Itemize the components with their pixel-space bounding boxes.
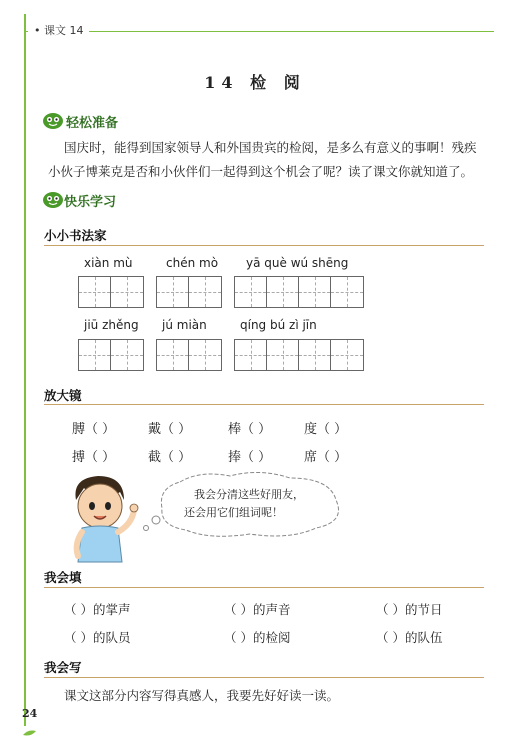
char-item: 棒（ ） [228, 422, 272, 437]
bubble-line1: 我会分清这些好朋友， [194, 488, 304, 501]
lesson-tab-label: • 课文 14 [28, 22, 89, 40]
writing-grid-row2-3[interactable] [234, 339, 364, 371]
char-item: 戴（ ） [148, 422, 192, 437]
pinyin-row1-2: chén mò [166, 256, 219, 270]
pinyin-row1-1: xiàn mù [84, 256, 133, 270]
writing-cell[interactable] [111, 340, 143, 370]
prep-section-icon [42, 109, 64, 131]
page-number: 24 [22, 707, 38, 720]
calligraphy-title: 小小书法家 [44, 228, 107, 243]
writing-cell[interactable] [157, 277, 189, 307]
char-item: 捧（ ） [228, 450, 272, 465]
pinyin-row2-3: qíng bú zì jīn [240, 318, 317, 332]
fill-item: （ ）的队伍 [376, 630, 443, 645]
pinyin-row2-1: jiū zhěng [84, 318, 139, 332]
char-item: 度（ ） [304, 422, 348, 437]
fill-item: （ ）的检阅 [224, 630, 291, 645]
writing-grid-row1-1[interactable] [78, 276, 144, 308]
writing-cell[interactable] [299, 340, 331, 370]
write-paragraph: 课文这部分内容写得真感人，我要先好好读一读。 [64, 688, 340, 703]
write-title: 我会写 [44, 660, 82, 675]
pinyin-row1-3: yā què wú shēng [246, 256, 349, 270]
boy-illustration [62, 470, 142, 566]
writing-cell[interactable] [235, 277, 267, 307]
fill-title: 我会填 [44, 570, 82, 585]
calligraphy-divider [44, 245, 484, 246]
top-rule-line [24, 31, 494, 32]
prep-section-title: 轻松准备 [66, 116, 119, 131]
writing-grid-row1-3[interactable] [234, 276, 364, 308]
bubble-line2: 还会用它们组词呢！ [184, 506, 283, 519]
study-section-icon [42, 188, 64, 210]
writing-cell[interactable] [331, 277, 363, 307]
magnifier-divider [44, 404, 484, 405]
pinyin-row2-2: jú miàn [162, 318, 207, 332]
lesson-title: 14 检 阅 [204, 73, 306, 92]
writing-grid-row2-2[interactable] [156, 339, 222, 371]
writing-cell[interactable] [79, 277, 111, 307]
study-section-title: 快乐学习 [64, 195, 117, 210]
prep-paragraph: 国庆时，能得到国家领导人和外国贵宾的检阅，是多么有意义的事啊！残疾小伙子博莱克是否和小伙伴们一起得到这个机会了呢？读了课文你就知道了。 [48, 140, 477, 179]
writing-cell[interactable] [79, 340, 111, 370]
fill-divider [44, 587, 484, 588]
write-divider [44, 677, 484, 678]
writing-cell[interactable] [157, 340, 189, 370]
writing-grid-row2-1[interactable] [78, 339, 144, 371]
writing-cell[interactable] [299, 277, 331, 307]
writing-grid-row1-2[interactable] [156, 276, 222, 308]
left-margin-line [24, 14, 26, 726]
writing-cell[interactable] [235, 340, 267, 370]
char-item: 席（ ） [304, 450, 348, 465]
char-item: 截（ ） [148, 450, 192, 465]
fill-item: （ ）的掌声 [64, 602, 131, 617]
fill-item: （ ）的节日 [376, 602, 443, 617]
char-item: 搏（ ） [72, 450, 116, 465]
magnifier-title: 放大镜 [44, 388, 82, 403]
fill-item: （ ）的队员 [64, 630, 131, 645]
writing-cell[interactable] [189, 340, 221, 370]
leaf-icon [22, 722, 38, 730]
fill-item: （ ）的声音 [224, 602, 291, 617]
writing-cell[interactable] [267, 340, 299, 370]
writing-cell[interactable] [189, 277, 221, 307]
char-item: 膊（ ） [72, 422, 116, 437]
writing-cell[interactable] [267, 277, 299, 307]
writing-cell[interactable] [331, 340, 363, 370]
writing-cell[interactable] [111, 277, 143, 307]
